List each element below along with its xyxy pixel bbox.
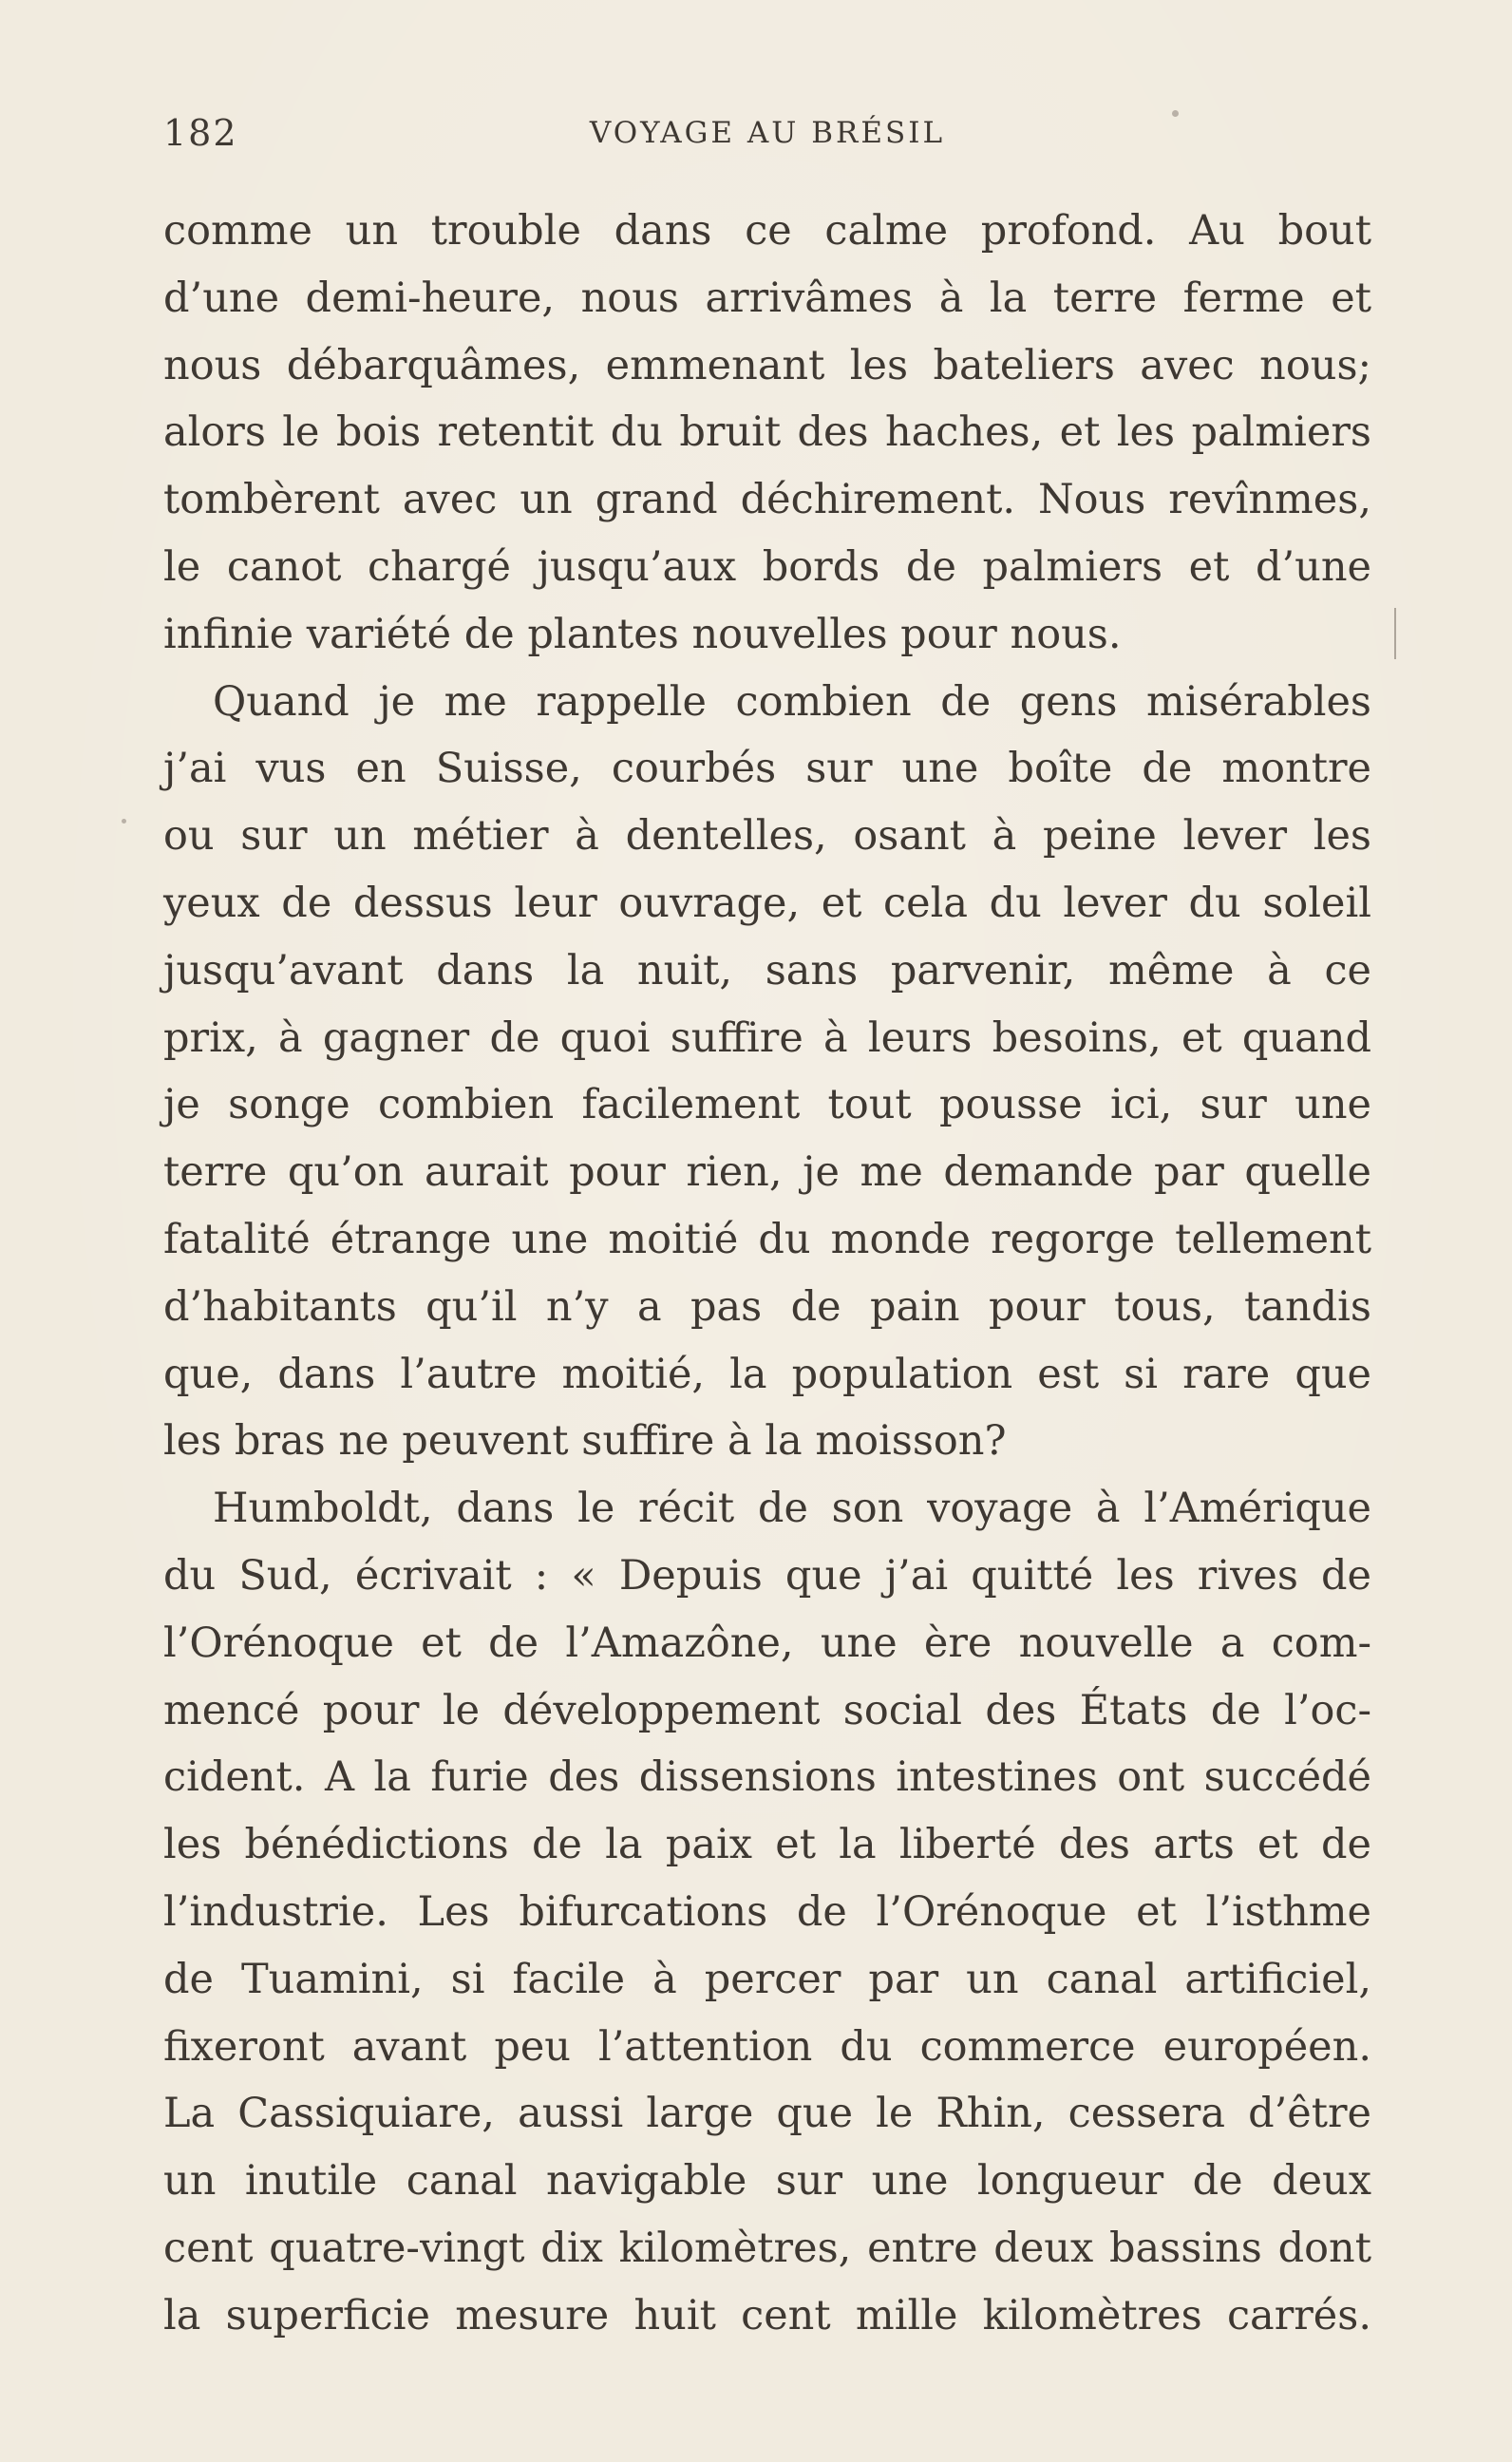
body-text bbox=[163, 198, 1371, 2350]
paper-speck bbox=[1172, 110, 1179, 117]
text-line: tombèrent avec un grand déchirement. Nous revînmes, bbox=[163, 476, 1371, 524]
text-line: Humboldt, dans le récit de son voyage à l’Amérique bbox=[213, 1485, 1371, 1533]
margin-mark bbox=[1394, 608, 1396, 659]
text-line: l’Orénoque et de l’Amazône, une ère nouvelle a com- bbox=[163, 1619, 1371, 1667]
paragraph-1 bbox=[163, 198, 1371, 669]
text-line: fixeront avant peu l’attention du commerce européen. bbox=[163, 2022, 1371, 2071]
page-header bbox=[163, 112, 1371, 165]
text-line: d’une demi-heure, nous arrivâmes à la terre ferme et bbox=[163, 274, 1371, 322]
text-line: prix, à gagner de quoi suffire à leurs besoins, et quand bbox=[163, 1013, 1371, 1062]
text-line: les bras ne peuvent suffire à la moisson? bbox=[163, 1417, 1007, 1466]
text-line: ou sur un métier à dentelles, osant à peine lever les bbox=[163, 812, 1371, 861]
text-line: terre qu’on aurait pour rien, je me demande par quelle bbox=[163, 1148, 1371, 1197]
text-line: nous débarquâmes, emmenant les bateliers avec nous; bbox=[163, 341, 1371, 389]
text-line: Quand je me rappelle combien de gens misérables bbox=[213, 677, 1371, 726]
text-line: un inutile canal navigable sur une longueur de deux bbox=[163, 2157, 1371, 2206]
text-line: La Cassiquiare, aussi large que le Rhin, cessera d’être bbox=[163, 2090, 1371, 2138]
text-line: j’ai vus en Suisse, courbés sur une boîte de montre bbox=[163, 745, 1371, 793]
text-line: je songe combien facilement tout pousse ici, sur une bbox=[163, 1081, 1371, 1129]
text-line: yeux de dessus leur ouvrage, et cela du lever du soleil bbox=[163, 879, 1371, 927]
text-line: infinie variété de plantes nouvelles pour nous. bbox=[163, 610, 1122, 658]
page-number: 182 bbox=[163, 112, 238, 154]
text-line: de Tuamini, si facile à percer par un canal artificiel, bbox=[163, 1955, 1371, 2003]
text-line: jusqu’avant dans la nuit, sans parvenir, même à ce bbox=[163, 946, 1371, 994]
text-line: comme un trouble dans ce calme profond. Au bout bbox=[163, 207, 1371, 255]
text-line: l’industrie. Les bifurcations de l’Orénoque et l’isthme bbox=[163, 1887, 1371, 1936]
text-line: cident. A la furie des dissensions intestines ont succédé bbox=[163, 1753, 1371, 1802]
text-line: cent quatre-vingt dix kilomètres, entre deux bassins dont bbox=[163, 2224, 1371, 2272]
running-title: VOYAGE AU BRÉSIL bbox=[589, 116, 946, 150]
text-line: d’habitants qu’il n’y a pas de pain pour tous, tandis bbox=[163, 1282, 1371, 1331]
text-line: que, dans l’autre moitié, la population est si rare que bbox=[163, 1350, 1371, 1398]
text-line: fatalité étrange une moitié du monde regorge tellement bbox=[163, 1215, 1371, 1263]
paper-speck bbox=[122, 819, 126, 824]
text-line: du Sud, écrivait : « Depuis que j’ai quitté les rives de bbox=[163, 1551, 1371, 1600]
text-line: alors le bois retentit du bruit des haches, et les palmiers bbox=[163, 408, 1371, 457]
paragraph-2 bbox=[163, 669, 1371, 1476]
text-line: le canot chargé jusqu’aux bords de palmiers et d’une bbox=[163, 542, 1371, 591]
text-line: les bénédictions de la paix et la liberté des arts et de bbox=[163, 1821, 1371, 1869]
paragraph-3 bbox=[163, 1475, 1371, 2349]
text-line: mencé pour le développement social des États de l’oc- bbox=[163, 1686, 1371, 1734]
text-line: la superficie mesure huit cent mille kilomètres carrés. bbox=[163, 2291, 1371, 2339]
